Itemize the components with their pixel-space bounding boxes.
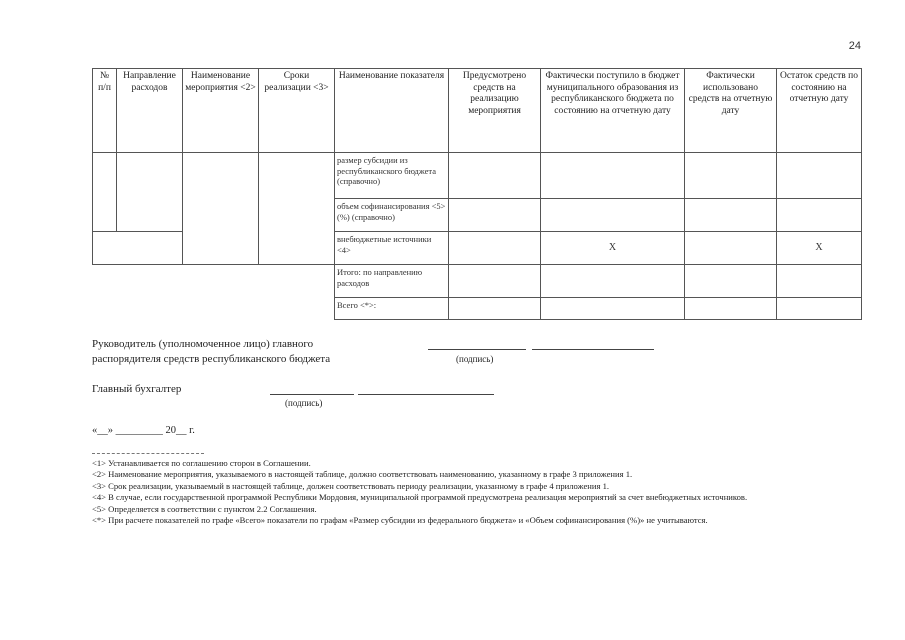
accountant-name-line: [358, 394, 494, 395]
footnote-item: <2> Наименование мероприятия, указываемого в настоящей таблице, должно соответствовать наименованию, указанному в графе 3 приложения 1.: [92, 469, 633, 480]
table-row: [93, 153, 862, 199]
header-terms: Сроки реализации <3>: [259, 69, 335, 153]
head-title-line1: Руководитель (уполномоченное лицо) главного: [92, 338, 314, 350]
received-cell: [541, 265, 685, 298]
header-number: № п/п: [93, 69, 117, 153]
cell-empty: [93, 232, 183, 265]
received-cell: X: [541, 232, 685, 265]
cell-empty: [93, 153, 117, 232]
header-remainder: Остаток средств по состоянию на отчетную дату: [777, 69, 862, 153]
cell-empty: [93, 265, 335, 320]
signature-date: «__» _________ 20__ г.: [92, 425, 195, 436]
cell-empty: [449, 298, 541, 320]
cell-empty: [117, 153, 183, 232]
remainder-cell: [777, 199, 862, 232]
header-planned: Предусмотрено средств на реализацию мероприятия: [449, 69, 541, 153]
header-received: Фактически поступило в бюджет муниципального образования из республиканского бюджета по состоянию на отчетную дату: [541, 69, 685, 153]
header-event-name: Наименование мероприятия <2>: [183, 69, 259, 153]
head-signature-line: [428, 349, 526, 350]
remainder-cell: [777, 265, 862, 298]
footnotes: [92, 453, 861, 526]
footnote-item: <3> Срок реализации, указываемый в настоящей таблице, должен соответствовать периоду реализации, указанному в графе 4 приложения 1.: [92, 480, 610, 491]
remainder-cell: X: [777, 232, 862, 265]
accountant-title: Главный бухгалтер: [92, 383, 182, 395]
indicator-cell: Всего <*>:: [335, 298, 449, 320]
indicator-cell: внебюджетные источники <4>: [335, 232, 449, 265]
footnote-item: <5> Определяется в соответствии с пунктом 2.2 Соглашения.: [92, 503, 317, 514]
cell-empty: [449, 153, 541, 199]
accountant-signature-caption: (подпись): [285, 398, 323, 408]
cell-empty: [259, 153, 335, 265]
cell-empty: [685, 232, 777, 265]
remainder-cell: [777, 298, 862, 320]
page-number: 24: [848, 40, 861, 52]
cell-empty: [183, 153, 259, 265]
received-cell: [541, 199, 685, 232]
accountant-signature-line: [270, 394, 354, 395]
cell-empty: [685, 153, 777, 199]
head-name-line: [532, 349, 654, 350]
footnote-item: <1> Устанавливается по соглашению сторон в Соглашении.: [92, 458, 311, 468]
cell-empty: [685, 199, 777, 232]
cell-empty: [449, 232, 541, 265]
footnote-item: <4> В случае, если государственной программой Республики Мордовия, муниципальной программой предусмотрена реализация мероприятий за счет внебюджетных источников.: [92, 492, 748, 503]
indicator-cell: Итого: по направлению расходов: [335, 265, 449, 298]
head-signature-caption: (подпись): [456, 354, 494, 364]
report-table: [92, 68, 862, 320]
cell-empty: [685, 298, 777, 320]
table-header-row: [93, 69, 862, 153]
header-indicator: Наименование показателя: [335, 69, 449, 153]
cell-empty: [685, 265, 777, 298]
indicator-cell: размер субсидии из республиканского бюджета (справочно): [335, 153, 449, 199]
received-cell: [541, 298, 685, 320]
cell-empty: [449, 199, 541, 232]
remainder-cell: [777, 153, 862, 199]
footnote-separator: [92, 453, 204, 454]
footnote-item: <*> При расчете показателей по графе «Всего» показатели по графам «Размер субсидии из федерального бюджета» и «Объем софинансирования (%)» не учитываются.: [92, 515, 708, 526]
head-title-line2: распорядителя средств республиканского бюджета: [92, 353, 331, 365]
cell-empty: [449, 265, 541, 298]
indicator-cell: объем софинансирования <5> (%) (справочно): [335, 199, 449, 232]
header-direction: Направление расходов: [117, 69, 183, 153]
received-cell: [541, 153, 685, 199]
table-row: [93, 265, 862, 298]
header-used: Фактически использовано средств на отчетную дату: [685, 69, 777, 153]
